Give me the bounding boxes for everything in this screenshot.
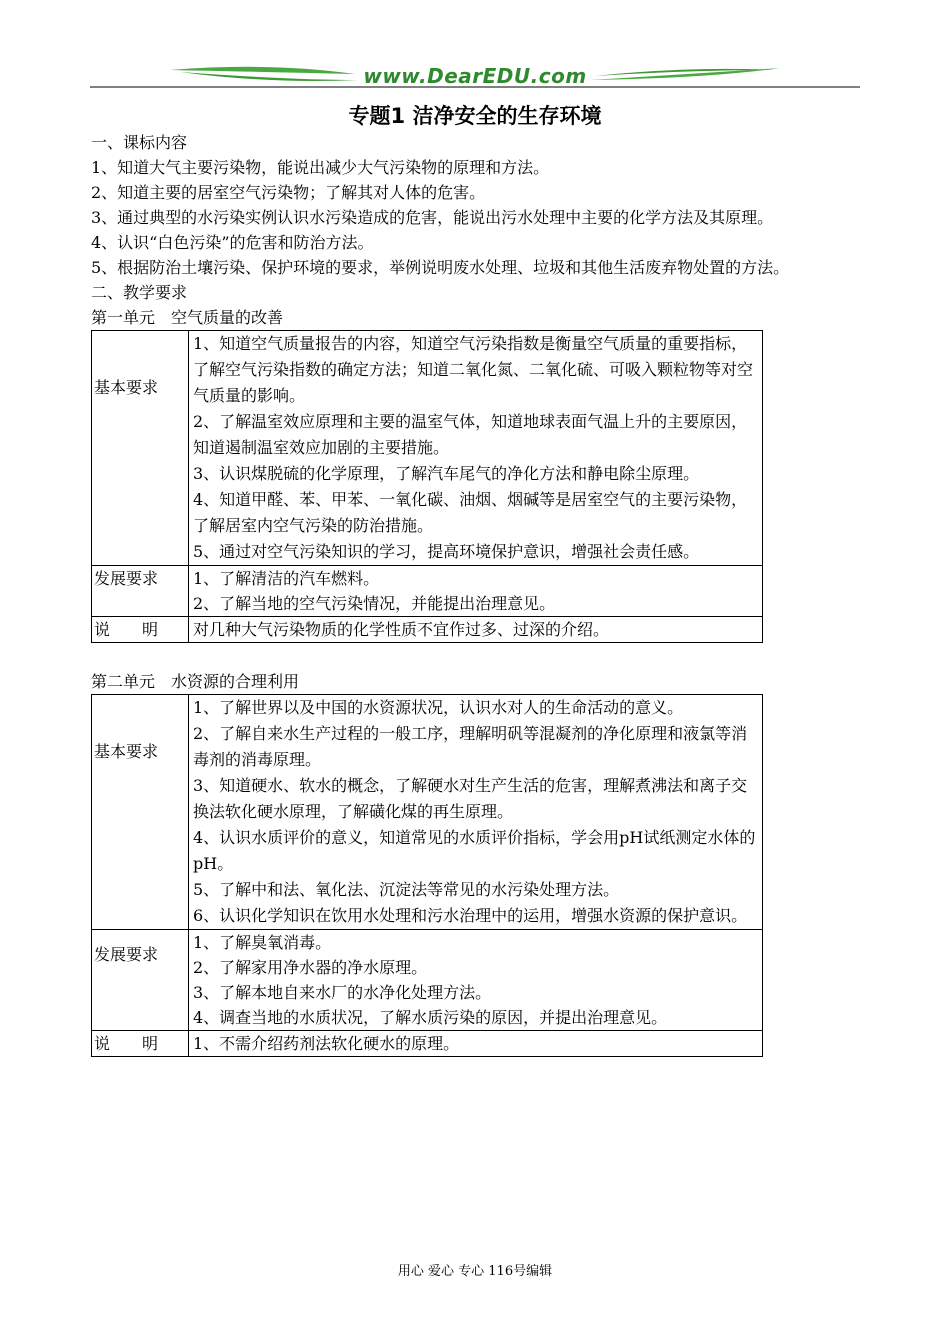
table-row xyxy=(92,566,763,617)
note-cell xyxy=(189,1031,763,1057)
list-item: 5、通过对空气污染知识的学习，提高环境保护意识，增强社会责任感。 xyxy=(193,542,700,561)
list-item: 2、了解自来水生产过程的一般工序，理解明矾等混凝剂的净化原理和液氯等消毒剂的消毒原理。 xyxy=(193,724,748,769)
note-label: 说 明 xyxy=(92,1031,189,1057)
table-row xyxy=(92,695,763,930)
section1-item: 5、根据防治土壤污染、保护环境的要求，举例说明废水处理、垃圾和其他生活废弃物处置的方法。 xyxy=(91,258,790,277)
list-item: 3、知道硬水、软水的概念，了解硬水对生产生活的危害，理解煮沸法和离子交换法软化硬水原理，了解磺化煤的再生原理。 xyxy=(193,776,748,821)
table-row xyxy=(92,1031,763,1057)
basic-label: 基本要求 xyxy=(92,331,189,566)
list-item: 5、了解中和法、氧化法、沉淀法等常见的水污染处理方法。 xyxy=(193,880,620,899)
site-header xyxy=(90,58,860,92)
site-logo[interactable]: www.DearEDU.com xyxy=(363,64,587,88)
list-item: 1、了解清洁的汽车燃料。 xyxy=(193,569,380,588)
list-item: 4、知道甲醛、苯、甲苯、一氧化碳、油烟、烟碱等是居室空气的主要污染物，了解居室内空气污染的防治措施。 xyxy=(193,490,748,535)
list-item: 2、了解温室效应原理和主要的温室气体，知道地球表面气温上升的主要原因，知道遏制温室效应加剧的主要措施。 xyxy=(193,412,748,457)
list-item: 3、认识煤脱硫的化学原理，了解汽车尾气的净化方法和静电除尘原理。 xyxy=(193,464,700,483)
section2-heading: 二、教学要求 xyxy=(91,283,188,302)
list-item: 3、了解本地自来水厂的水净化处理方法。 xyxy=(193,983,492,1002)
note-text: 1、不需介绍药剂法软化硬水的原理。 xyxy=(193,1034,460,1053)
list-item: 1、了解世界以及中国的水资源状况，认识水对人的生命活动的意义。 xyxy=(193,698,684,717)
section1-item: 2、知道主要的居室空气污染物；了解其对人体的危害。 xyxy=(91,183,486,202)
page-title: 专题1 洁净安全的生存环境 xyxy=(348,104,602,128)
dev-label: 发展要求 xyxy=(92,930,189,1031)
basic-cell xyxy=(189,331,763,566)
table-row xyxy=(92,617,763,643)
list-item: 4、调查当地的水质状况，了解水质污染的原因，并提出治理意见。 xyxy=(193,1008,668,1027)
note-cell xyxy=(189,617,763,643)
section1-heading: 一、课标内容 xyxy=(91,133,188,152)
unit2-title: 第二单元 水资源的合理利用 xyxy=(91,672,300,691)
unit2-requirements-table xyxy=(91,694,763,1057)
table-row xyxy=(92,930,763,1031)
list-item: 1、知道空气质量报告的内容，知道空气污染指数是衡量空气质量的重要指标，了解空气污染指数的确定方法；知道二氧化氮、二氧化硫、可吸入颗粒物等对空气质量的影响。 xyxy=(193,334,754,405)
basic-cell xyxy=(189,695,763,930)
unit1-title: 第一单元 空气质量的改善 xyxy=(91,308,284,327)
note-label: 说 明 xyxy=(92,617,189,643)
note-text: 对几种大气污染物质的化学性质不宜作过多、过深的介绍。 xyxy=(193,620,610,639)
list-item: 2、了解家用净水器的净水原理。 xyxy=(193,958,428,977)
unit1-requirements-table xyxy=(91,330,763,643)
basic-label: 基本要求 xyxy=(92,695,189,930)
document-body xyxy=(91,130,861,1057)
dev-cell xyxy=(189,566,763,617)
list-item: 2、了解当地的空气污染情况，并能提出治理意见。 xyxy=(193,594,556,613)
section1-item: 1、知道大气主要污染物，能说出减少大气污染物的原理和方法。 xyxy=(91,158,550,177)
list-item: 1、了解臭氧消毒。 xyxy=(193,933,332,952)
list-item: 4、认识水质评价的意义，知道常见的水质评价指标，学会用pH试纸测定水体的pH。 xyxy=(193,828,756,873)
section1-item: 3、通过典型的水污染实例认识水污染造成的危害，能说出污水处理中主要的化学方法及其原理。 xyxy=(91,208,774,227)
table-row xyxy=(92,331,763,566)
dev-label: 发展要求 xyxy=(92,566,189,617)
list-item: 6、认识化学知识在饮用水处理和污水治理中的运用，增强水资源的保护意识。 xyxy=(193,906,748,925)
page-footer: 用心 爱心 专心 116号编辑 xyxy=(397,1264,553,1279)
section1-item: 4、认识“白色污染”的危害和防治方法。 xyxy=(91,233,374,252)
dev-cell xyxy=(189,930,763,1031)
